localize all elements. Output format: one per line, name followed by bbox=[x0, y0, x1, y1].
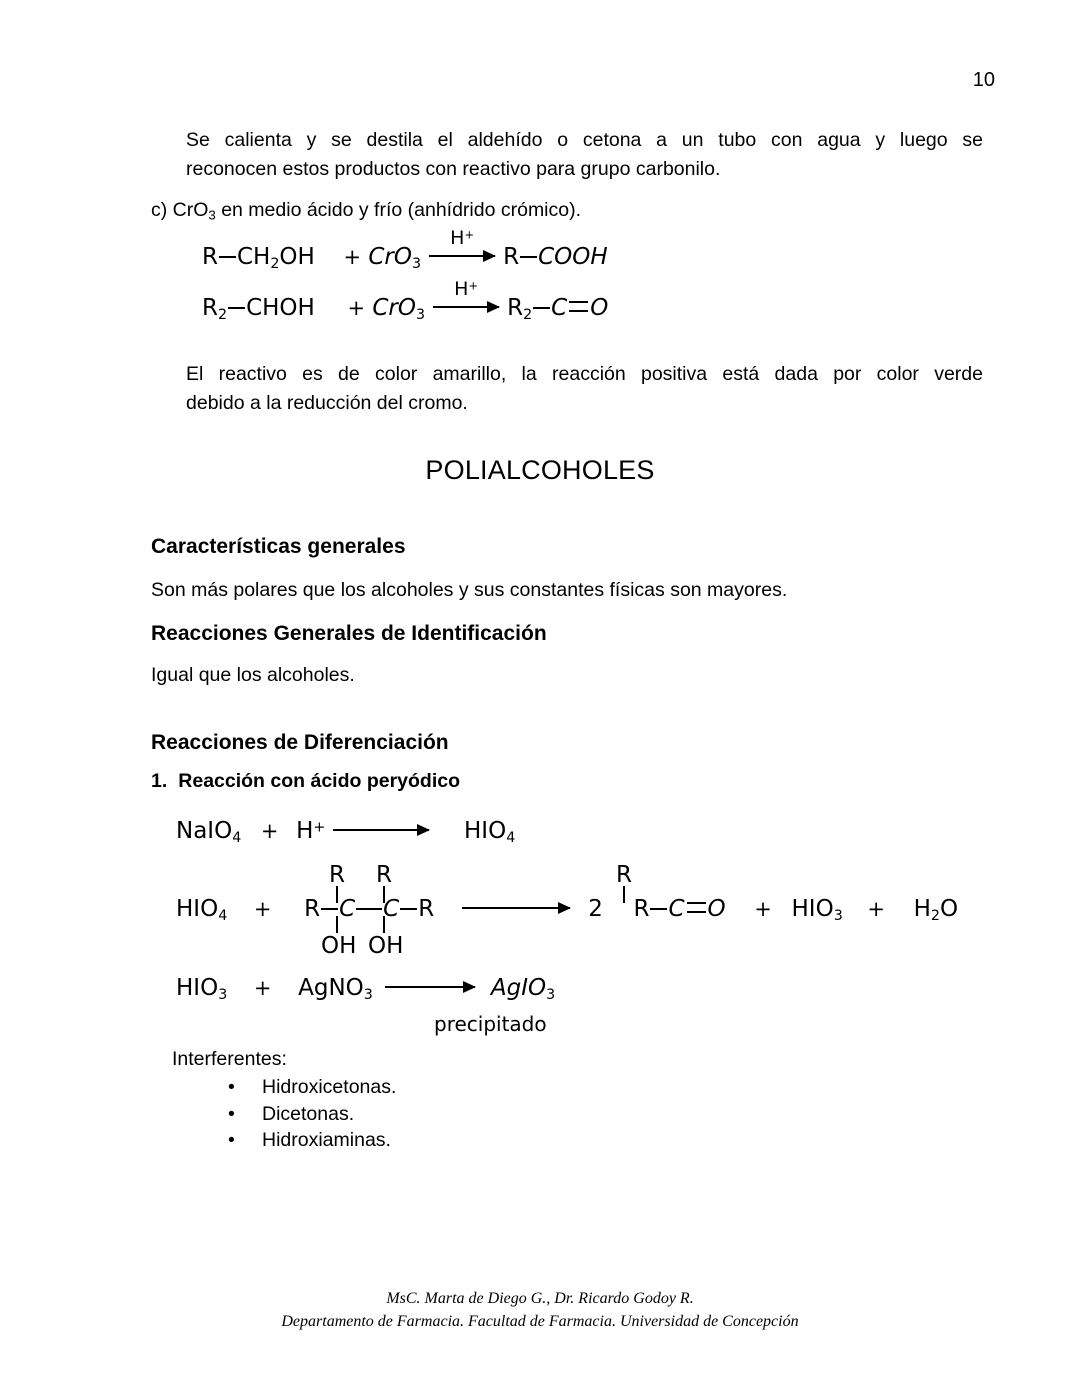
list-item-1-number: 1. bbox=[151, 770, 168, 792]
p3-reactant-2-sub: 3 bbox=[363, 986, 373, 1003]
page-number: 10 bbox=[972, 69, 995, 91]
reaction-arrow bbox=[385, 986, 475, 988]
p3-product-note: precipitado bbox=[434, 1012, 547, 1036]
cro3-r2-oxidant-sub: 3 bbox=[416, 306, 426, 323]
footer-line-1: MsC. Marta de Diego G., Dr. Ricardo Godoy R. bbox=[386, 1290, 694, 1307]
p2-product-r: R bbox=[633, 896, 650, 922]
p2-diol-left-r: R bbox=[304, 896, 321, 922]
bond-line-vertical bbox=[336, 916, 338, 933]
list-item-1-reaccion-peryodico bbox=[151, 770, 460, 793]
p1-reactant-2-sup: + bbox=[313, 819, 326, 836]
body-reacciones-identificacion: Igual que los alcoholes. bbox=[151, 664, 355, 686]
p2-product-2-sub: 3 bbox=[833, 907, 843, 924]
heading-reacciones-diferenciacion: Reacciones de Diferenciación bbox=[151, 731, 449, 754]
bond-line bbox=[520, 256, 537, 258]
bullet-icon: • bbox=[228, 1102, 235, 1125]
list-item-label: Hidroxicetonas. bbox=[262, 1076, 397, 1098]
interferentes-list bbox=[228, 1074, 396, 1154]
p1-reactant-2: H bbox=[296, 818, 314, 844]
list-item bbox=[228, 1127, 396, 1154]
bond-line bbox=[533, 307, 550, 309]
reagent-note-paragraph bbox=[186, 360, 983, 417]
cro3-r2-reactant-r: R bbox=[202, 295, 218, 321]
item-c-prefix: c) CrO bbox=[151, 199, 209, 221]
p3-product-sub: 3 bbox=[546, 986, 556, 1003]
cro3-r1-plus: + bbox=[343, 245, 362, 269]
list-item bbox=[228, 1074, 396, 1101]
bond-line bbox=[219, 256, 236, 258]
reaction-periodic-step-2 bbox=[176, 898, 958, 923]
p2-plus-2: + bbox=[754, 897, 772, 921]
reaction-cro3-row-1 bbox=[202, 227, 608, 272]
cro3-r2-oxidant: CrO bbox=[372, 295, 416, 321]
p2-reactant-1: HIO bbox=[176, 896, 219, 922]
cro3-r2-product-r: R bbox=[507, 295, 524, 321]
list-item-label: Dicetonas. bbox=[262, 1102, 355, 1125]
cro3-r1-condition: H+ bbox=[450, 227, 474, 250]
p1-reactant-1: NaIO bbox=[176, 818, 233, 844]
reaction-arrow bbox=[429, 227, 495, 257]
p2-product-top-r: R bbox=[616, 862, 632, 888]
page-title: POLIALCOHOLES bbox=[425, 455, 655, 485]
intro-paragraph bbox=[186, 126, 983, 183]
p2-plus-1: + bbox=[253, 897, 272, 921]
p3-reactant-2: AgNO bbox=[298, 975, 364, 1001]
intro-paragraph-line-1: Se calienta y se destila el aldehído o cetona a un tubo con agua y luego se bbox=[186, 129, 983, 151]
p2-diol-top-r-1: R bbox=[329, 862, 345, 888]
bond-line-vertical bbox=[383, 916, 385, 933]
p2-product-3: H bbox=[913, 896, 931, 922]
cro3-r1-oxidant-sub: 3 bbox=[412, 255, 422, 272]
cro3-r1-reactant-group-sub: 2 bbox=[270, 255, 280, 272]
list-item-1-label: Reacción con ácido peryódico bbox=[178, 770, 461, 792]
p2-diol-top-r-2: R bbox=[376, 862, 392, 888]
reaction-periodic-step-3 bbox=[176, 977, 555, 1002]
reaction-arrow bbox=[462, 907, 570, 909]
cro3-r2-product-c: C bbox=[551, 295, 568, 321]
p1-product: HIO bbox=[464, 818, 507, 844]
bond-line bbox=[321, 908, 338, 910]
reagent-note-line-1: El reactivo es de color amarillo, la reacción positiva está dada por color verde bbox=[186, 363, 983, 385]
p2-diol-c2: C bbox=[383, 896, 400, 922]
list-item bbox=[228, 1101, 396, 1128]
bond-line bbox=[228, 307, 245, 309]
reaction-periodic-step-1 bbox=[176, 820, 515, 845]
p1-product-sub: 4 bbox=[506, 829, 516, 846]
double-bond-line bbox=[569, 301, 588, 312]
double-bond-line bbox=[687, 902, 706, 913]
cro3-r2-reactant-group: CHOH bbox=[246, 295, 315, 321]
cro3-r2-plus: + bbox=[347, 296, 366, 320]
cro3-r1-product-group: COOH bbox=[538, 244, 608, 270]
footer-line-2: Departamento de Farmacia. Facultad de Farmacia. Universidad de Concepción bbox=[281, 1312, 799, 1330]
bond-line-vertical bbox=[336, 886, 338, 903]
cro3-r1-reactant-r: R bbox=[202, 244, 218, 270]
item-c-line bbox=[151, 196, 983, 225]
p2-product-3-sub: 2 bbox=[930, 907, 940, 924]
heading-caracteristicas-generales: Características generales bbox=[151, 535, 406, 558]
p3-product: AgIO bbox=[490, 975, 547, 1001]
p2-product-3-tail: O bbox=[940, 896, 959, 922]
cro3-r2-product-o: O bbox=[590, 295, 609, 321]
heading-reacciones-identificacion: Reacciones Generales de Identificación bbox=[151, 622, 547, 645]
item-c-rest: en medio ácido y frío (anhídrido crómico). bbox=[215, 199, 582, 221]
p2-diol-c1: C bbox=[339, 896, 356, 922]
p2-diol-oh-2: OH bbox=[368, 933, 404, 959]
reagent-note-line-2: debido a la reducción del cromo. bbox=[186, 391, 468, 414]
p2-reactant-1-sub: 4 bbox=[218, 907, 228, 924]
p2-product-2: HIO bbox=[791, 896, 834, 922]
cro3-r1-oxidant: CrO bbox=[368, 244, 412, 270]
cro3-r2-condition: H+ bbox=[454, 278, 478, 301]
cro3-r1-reactant-group: CH bbox=[236, 244, 271, 270]
footer bbox=[0, 1288, 1080, 1333]
interferentes-label: Interferentes: bbox=[172, 1048, 287, 1070]
bond-line-vertical bbox=[623, 886, 625, 903]
p2-plus-3: + bbox=[867, 897, 885, 921]
p1-plus: + bbox=[260, 819, 279, 843]
reaction-arrow bbox=[433, 278, 499, 308]
p3-reactant-1-sub: 3 bbox=[218, 986, 228, 1003]
bond-line bbox=[356, 908, 382, 910]
bullet-icon: • bbox=[228, 1076, 235, 1098]
p1-reactant-1-sub: 4 bbox=[232, 829, 242, 846]
bond-line bbox=[400, 908, 417, 910]
p2-product-c: C bbox=[668, 896, 685, 922]
bullet-icon: • bbox=[228, 1129, 235, 1152]
body-caracteristicas-generales: Son más polares que los alcoholes y sus constantes físicas son mayores. bbox=[151, 579, 788, 601]
cro3-r2-product-r-sub: 2 bbox=[523, 306, 533, 323]
cro3-r2-reactant-r-sub: 2 bbox=[217, 306, 228, 323]
reaction-cro3-row-2 bbox=[202, 278, 609, 323]
reaction-arrow bbox=[333, 829, 429, 831]
intro-paragraph-line-2: reconocen estos productos con reactivo para grupo carbonilo. bbox=[186, 157, 721, 180]
bond-line-vertical bbox=[383, 886, 385, 903]
item-c-subscript: 3 bbox=[208, 207, 216, 223]
p2-product-o: O bbox=[707, 896, 726, 922]
p2-diol-oh-1: OH bbox=[321, 933, 357, 959]
p2-diol-right-r: R bbox=[418, 896, 435, 922]
p3-reactant-1: HIO bbox=[176, 975, 219, 1001]
bond-line bbox=[650, 908, 667, 910]
cro3-r1-reactant-group-tail: OH bbox=[279, 244, 315, 270]
p3-plus: + bbox=[253, 976, 272, 1000]
list-item-label: Hidroxiaminas. bbox=[262, 1129, 391, 1152]
p2-coefficient: 2 bbox=[588, 896, 603, 922]
cro3-r1-product-r: R bbox=[503, 244, 520, 270]
